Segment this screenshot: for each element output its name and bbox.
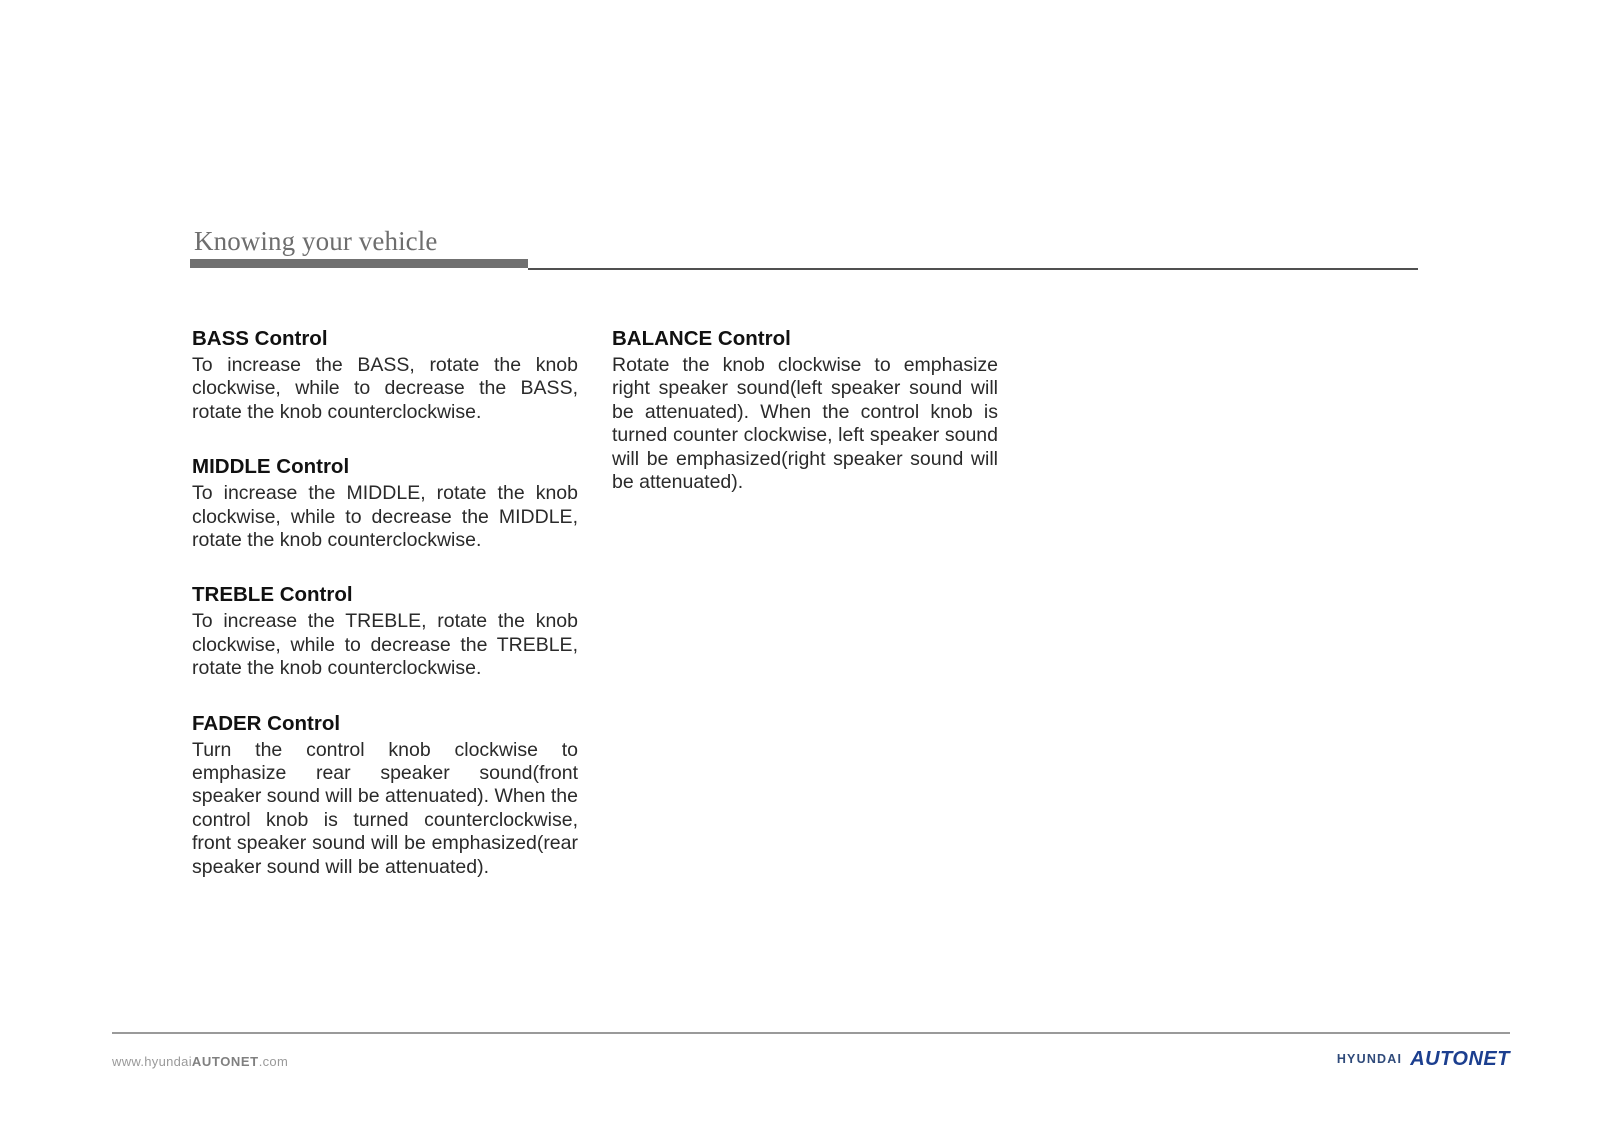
footer-url	[112, 1054, 288, 1069]
left-column	[192, 326, 578, 909]
logo-brand-text: AUTONET	[1410, 1047, 1510, 1070]
header-rule	[528, 268, 1418, 270]
right-column	[612, 326, 998, 524]
section-heading: BASS Control	[192, 327, 328, 350]
section-body: Turn the control knob clockwise to emphasize rear speaker sound(front speaker sound will be attenuated). When the control knob is turned counterclockwise, front speaker sound will be emphasized(rear speaker sound will be attenuated).	[192, 738, 578, 878]
footer-url-prefix: www.hyundai	[112, 1054, 192, 1069]
header-accent-bar	[190, 259, 528, 268]
section-fader	[192, 711, 578, 879]
footer-url-suffix: .com	[258, 1054, 289, 1069]
page-header-title: Knowing your vehicle	[194, 226, 438, 256]
section-bass	[192, 326, 578, 424]
section-treble	[192, 582, 578, 680]
section-heading: FADER Control	[192, 711, 341, 735]
footer-url-brand: AUTONET	[191, 1054, 259, 1069]
section-heading: BALANCE Control	[612, 327, 791, 350]
footer-rule	[112, 1032, 1510, 1034]
section-body: To increase the TREBLE, rotate the knob clockwise, while to decrease the TREBLE, rotate the knob counterclockwise.	[192, 610, 578, 680]
logo-maker-text: HYUNDAI	[1336, 1052, 1403, 1066]
section-heading: TREBLE Control	[192, 583, 353, 607]
section-body: To increase the BASS, rotate the knob clockwise, while to decrease the BASS, rotate the knob counterclockwise.	[192, 354, 578, 423]
section-middle	[192, 454, 578, 552]
hyundai-autonet-logo	[1318, 1045, 1510, 1073]
section-body: Rotate the knob clockwise to emphasize right speaker sound(left speaker sound will be attenuated). When the control knob is turned counter clockwise, left speaker sound will be emphasized(right speaker sound will be attenuated).	[612, 354, 998, 494]
section-balance	[612, 326, 998, 494]
section-body: To increase the MIDDLE, rotate the knob clockwise, while to decrease the MIDDLE, rotate the knob counterclockwise.	[192, 482, 578, 552]
section-heading: MIDDLE Control	[192, 455, 350, 479]
